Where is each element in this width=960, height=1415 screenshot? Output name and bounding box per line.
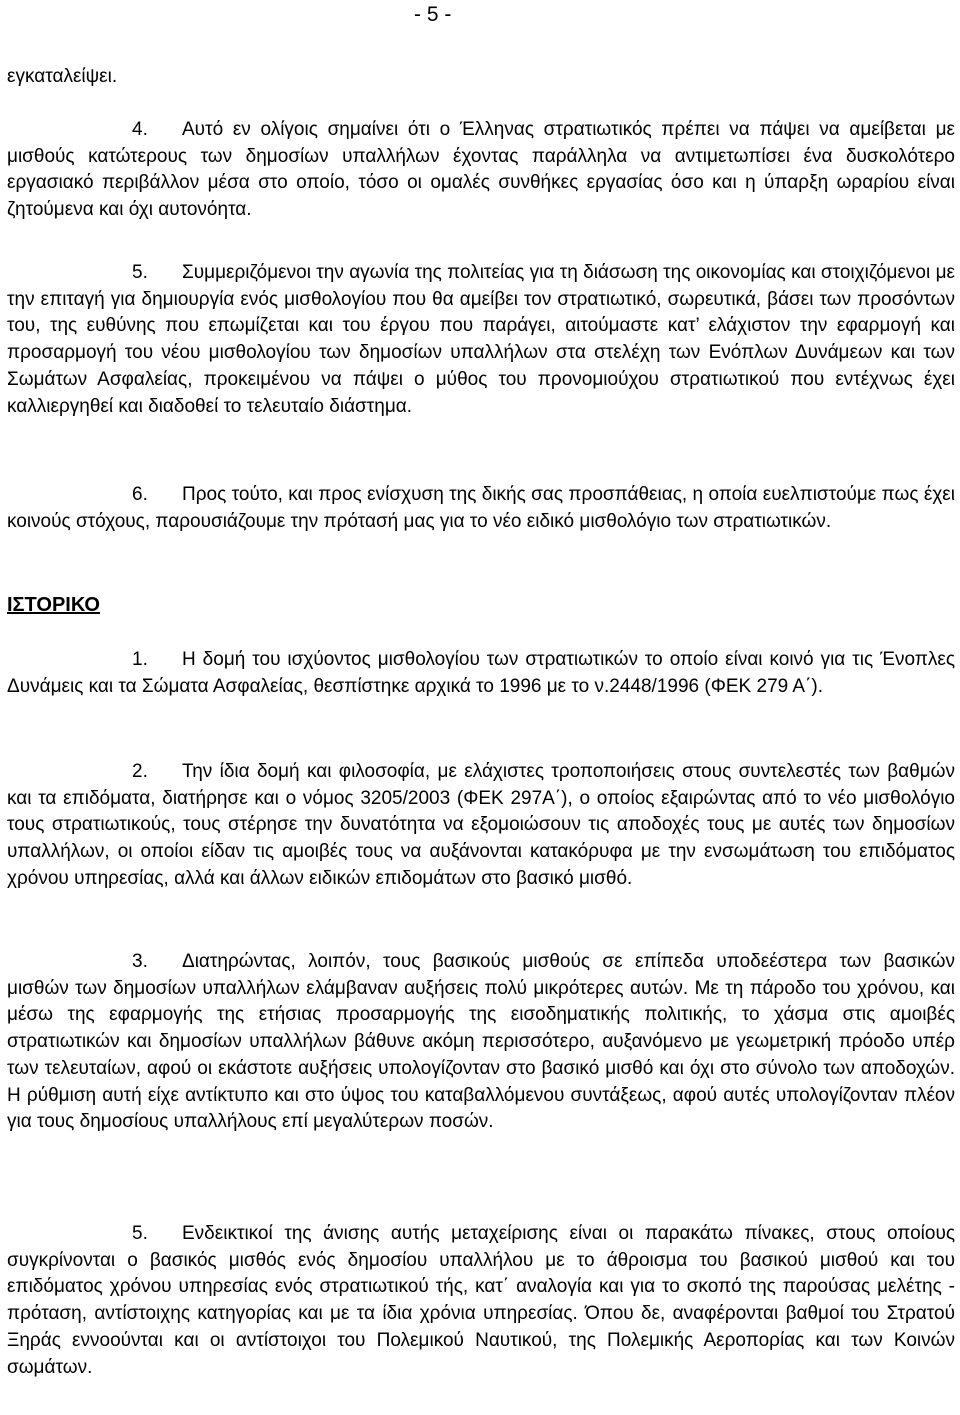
history-item-5 bbox=[7, 1221, 955, 1381]
paragraph-text: Διατηρώντας, λοιπόν, τους βασικούς μισθούς σε επίπεδα υποδεέστερα των βασικών μισθών των δημοσίων υπαλλήλων ελάμβαναν αυξήσεις πολύ μικρότερες αυτών. Με τη πάροδο του χρόνου, και μέσω της εφαρμογής της ετήσιας προσαρμογής της εισοδηματικής πολιτικής, το χάσμα στις αμοιβές στρατιωτικών και δημοσίων υπαλλήλων βάθυνε ακόμη περισσότερο, αυξανόμενο με γεωμετρική πρόοδο υπέρ των τελευταίων, αφού οι εκάστοτε αυξήσεις υπολογίζονταν στο βασικό μισθό και όχι στο σύνολο των αποδοχών. Η ρύθμιση αυτή είχε αντίκτυπο και στο ύψος του καταβαλλόμενου συντάξεως, αφού αυτές υπολογίζονταν πλέον για τους δημοσίους υπαλλήλους επί μεγαλύτερων ποσών. bbox=[7, 951, 955, 1133]
paragraph-text: Η δομή του ισχύοντος μισθολογίου των στρατιωτικών το οποίο είναι κοινό για τις Ένοπλες Δυνάμεις και τα Σώματα Ασφαλείας, θεσπίστηκε αρχικά το 1996 με το ν.2448/1996 (ΦΕΚ 279 Α΄). bbox=[7, 649, 955, 697]
paragraph-4 bbox=[7, 117, 955, 224]
paragraph-number: 6. bbox=[132, 484, 148, 505]
paragraph-number: 2. bbox=[132, 761, 148, 782]
paragraph-5 bbox=[7, 260, 955, 420]
paragraph-number: 3. bbox=[132, 951, 148, 972]
paragraph-text: Αυτό εν ολίγοις σημαίνει ότι ο Έλληνας στρατιωτικός πρέπει να πάψει να αμείβεται με μισθούς κατώτερους των δημοσίων υπαλλήλων έχοντας παράλληλα να αντιμετωπίσει ένα δυσκολότερο εργασιακό περιβάλλον μέσα στο οποίο, τόσο οι ομαλές συνθήκες εργασίας όσο και η ύπαρξη ωραρίου είναι ζητούμενα και όχι αυτονόητα. bbox=[7, 119, 955, 221]
history-item-3 bbox=[7, 949, 955, 1136]
paragraph-number: 5. bbox=[132, 1223, 148, 1244]
history-item-1 bbox=[7, 647, 955, 700]
paragraph-text: Ενδεικτικοί της άνισης αυτής μεταχείρισης είναι οι παρακάτω πίνακες, στους οποίους συγκρίνονται ο βασικός μισθός ενός δημοσίου υπαλλήλου με το άθροισμα του βασικού μισθού και του επιδόματος χρόνου υπηρεσίας ενός στρατιωτικού τής, κατ΄ αναλογία και για το σκοπό της παρούσας μελέτης - πρόταση, αντίστοιχης κατηγορίας και με τα ίδια χρόνια υπηρεσίας. Όπου δε, αναφέρονται βαθμοί του Στρατού Ξηράς εννοούνται και οι αντίστοιχοι του Πολεμικού Ναυτικού, της Πολεμικής Αεροπορίας και των Κοινών σωμάτων. bbox=[7, 1223, 955, 1378]
paragraph-text: Συμμεριζόμενοι την αγωνία της πολιτείας για τη διάσωση της οικονομίας και στοιχιζόμενοι με την επιταγή για δημιουργία ενός μισθολογίου που θα αμείβει τον στρατιωτικό, σωρευτικά, βάσει των προσόντων του, της ευθύνης που επωμίζεται και του έργου που παράγει, αιτούμαστε κατ’ ελάχιστον την εφαρμογή και προσαρμογή του νέου μισθολογίου των δημοσίων υπαλλήλων στα στελέχη των Ενόπλων Δυνάμεων και των Σωμάτων Ασφαλείας, προκειμένου να πάψει ο μύθος του προνομιούχου στρατιωτικού που εντέχνως έχει καλλιεργηθεί και διαδοθεί το τελευταίο διάστημα. bbox=[7, 262, 955, 417]
paragraph-number: 4. bbox=[132, 119, 148, 140]
paragraph-6 bbox=[7, 482, 955, 535]
paragraph-continuation: εγκαταλείψει. bbox=[7, 66, 118, 87]
paragraph-text: Προς τούτο, και προς ενίσχυση της δικής σας προσπάθειας, η οποία ευελπιστούμε πως έχει κοινούς στόχους, παρουσιάζουμε την πρότασή μας για το νέο ειδικό μισθολόγιο των στρατιωτικών. bbox=[7, 484, 955, 532]
paragraph-number: 5. bbox=[132, 262, 148, 283]
paragraph-number: 1. bbox=[132, 649, 148, 670]
section-heading-history: ΙΣΤΟΡΙΚΟ bbox=[7, 594, 100, 616]
history-item-2 bbox=[7, 759, 955, 893]
paragraph-text: Την ίδια δομή και φιλοσοφία, με ελάχιστες τροποποιήσεις στους συντελεστές των βαθμών και τα επιδόματα, διατήρησε και ο νόμος 3205/2003 (ΦΕΚ 297Α΄), ο οποίος εξαιρώντας από το νέο μισθολόγιο τους στρατιωτικούς, τους στέρησε την δυνατότητα να εξομοιώσουν τις αποδοχές τους με αυτές των δημοσίων υπαλλήλων, οι οποίοι είδαν τις αμοιβές τους να αυξάνονται κατακόρυφα με την ενσωμάτωση του επιδόματος χρόνου υπηρεσίας, αλλά και άλλων ειδικών επιδομάτων στο βασικό μισθό. bbox=[7, 761, 955, 889]
page-number: - 5 - bbox=[414, 3, 452, 26]
